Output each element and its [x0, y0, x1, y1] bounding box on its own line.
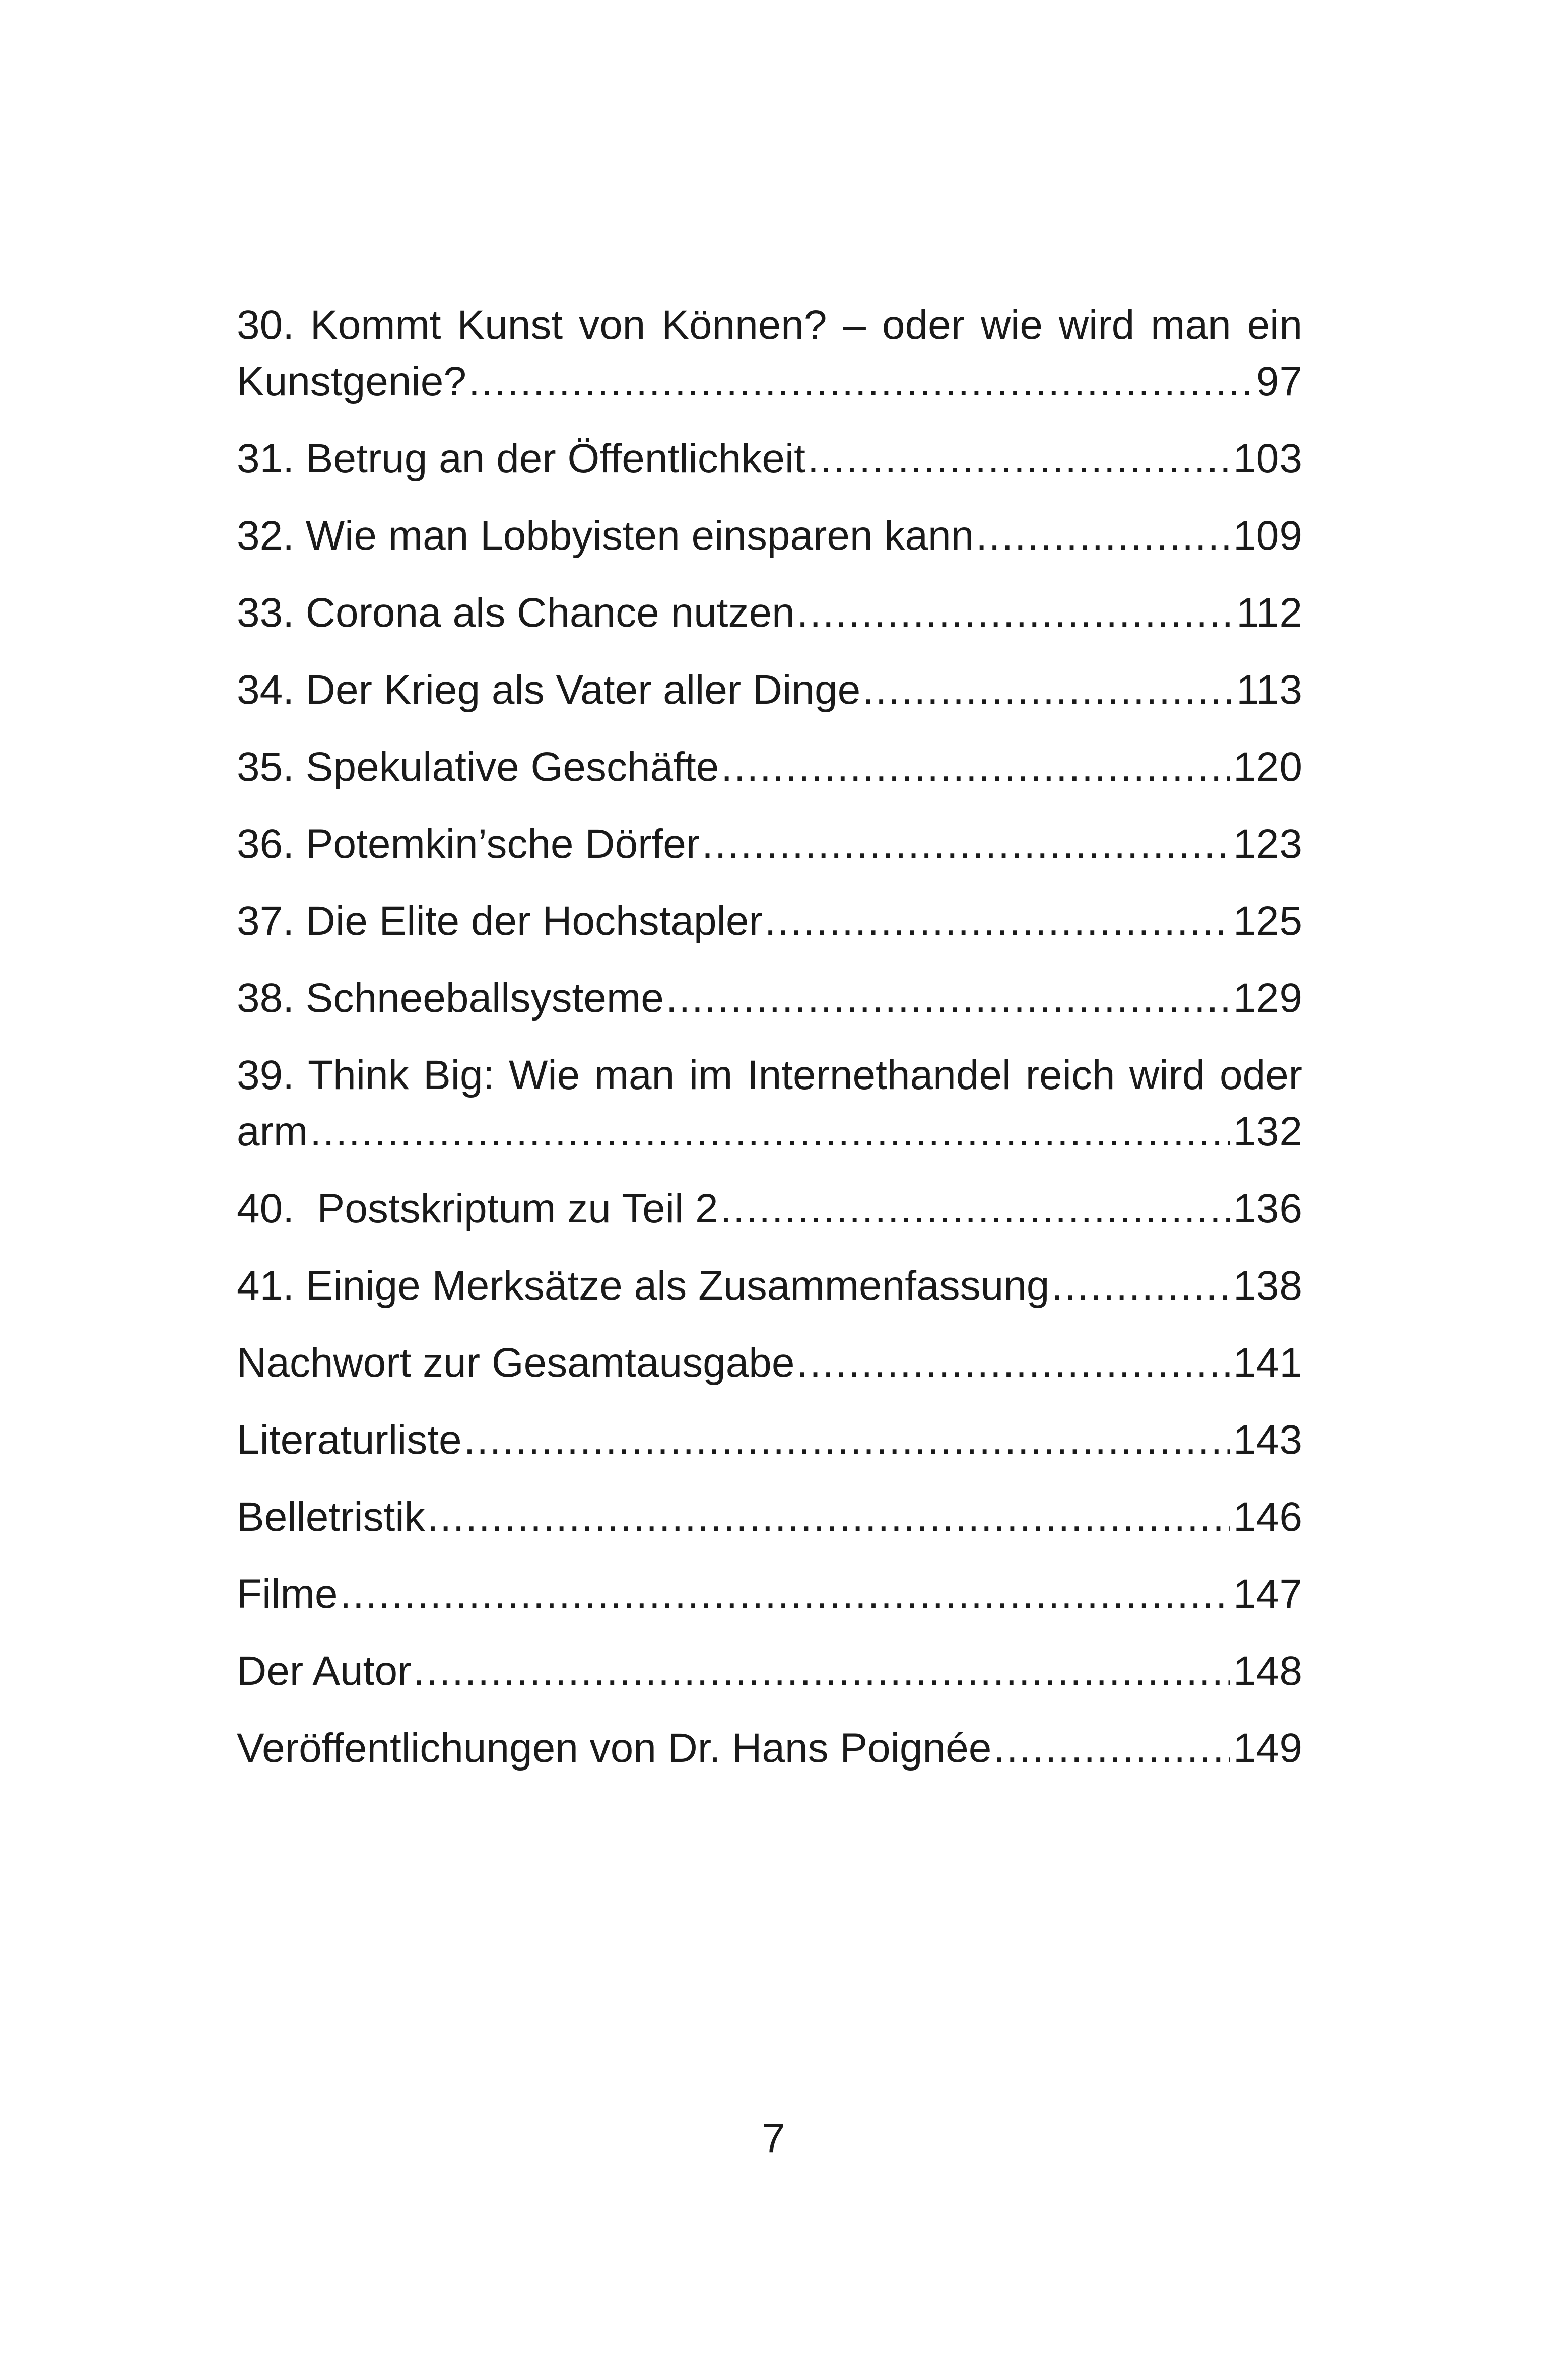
toc-entry-page: 103	[1233, 436, 1302, 482]
toc-entry-page: 113	[1236, 667, 1302, 713]
toc-entry-title: 34. Der Krieg als Vater aller Dinge	[237, 667, 861, 713]
toc-entry-title: Belletristik	[237, 1494, 425, 1540]
toc-entry-page: 141	[1233, 1340, 1302, 1386]
toc-entry-33	[237, 585, 1302, 641]
toc-entry-37	[237, 893, 1302, 949]
toc-entry-40	[237, 1181, 1302, 1237]
toc-entry-page: 132	[1233, 1109, 1302, 1154]
toc-entry-title: 38. Schneeballsysteme	[237, 975, 664, 1021]
dot-leader	[666, 970, 1230, 1027]
toc-entry-page: 148	[1233, 1648, 1302, 1694]
toc-entry-page: 149	[1233, 1725, 1302, 1771]
toc-entry-38	[237, 970, 1302, 1027]
toc-entry-page: 120	[1233, 744, 1302, 790]
toc-entry-page: 136	[1233, 1186, 1302, 1232]
dot-leader	[340, 1566, 1230, 1622]
toc-entry-41	[237, 1258, 1302, 1314]
toc-entry-title: Nachwort zur Gesamtausgabe	[237, 1340, 795, 1386]
toc-entry-filme	[237, 1566, 1302, 1622]
toc-entry-nachwort	[237, 1335, 1302, 1391]
dot-leader	[413, 1643, 1230, 1699]
toc-entry-35	[237, 739, 1302, 795]
dot-leader	[765, 893, 1230, 949]
dot-leader	[721, 739, 1230, 795]
toc-entry-30	[237, 297, 1302, 410]
dot-leader	[310, 1104, 1230, 1160]
toc-entry-title-line1: 39. Think Big: Wie man im Internethandel reich wird oder	[237, 1052, 1302, 1098]
toc-entry-title: 31. Betrug an der Öffentlichkeit	[237, 436, 805, 482]
toc-entry-31	[237, 431, 1302, 487]
toc-entry-title: 32. Wie man Lobbyisten einsparen kann	[237, 513, 974, 559]
toc-entry-title: Der Autor	[237, 1648, 412, 1694]
dot-leader	[976, 508, 1230, 564]
dot-leader	[797, 1335, 1231, 1391]
toc-entry-36	[237, 816, 1302, 872]
toc-entry-page: 138	[1233, 1263, 1302, 1309]
toc-entry-veroeffentlichungen	[237, 1720, 1302, 1777]
toc-entry-title: 41. Einige Merksätze als Zusammenfassung	[237, 1263, 1050, 1309]
toc-entry-title: arm	[237, 1109, 308, 1154]
toc-entry-page: 112	[1236, 590, 1302, 636]
page-number: 7	[762, 2116, 785, 2161]
toc-entry-32	[237, 508, 1302, 564]
dot-leader	[702, 816, 1230, 872]
toc-entry-title: Kunstgenie?	[237, 359, 466, 404]
dot-leader	[808, 431, 1230, 487]
dot-leader	[468, 354, 1253, 410]
toc-entry-title: 37. Die Elite der Hochstapler	[237, 898, 763, 944]
toc-entry-page: 97	[1256, 359, 1302, 404]
toc-entry-title: 35. Spekulative Geschäfte	[237, 744, 719, 790]
toc-entry-belletristik	[237, 1489, 1302, 1545]
toc-entry-literaturliste	[237, 1412, 1302, 1468]
dot-leader	[720, 1181, 1231, 1237]
toc-entry-34	[237, 662, 1302, 718]
toc-entry-title: Veröffentlichungen von Dr. Hans Poignée	[237, 1725, 992, 1771]
dot-leader	[427, 1489, 1231, 1545]
toc-entry-39	[237, 1047, 1302, 1160]
dot-leader	[797, 585, 1234, 641]
toc-entry-page: 125	[1233, 898, 1302, 944]
toc-entry-title: 33. Corona als Chance nutzen	[237, 590, 795, 636]
toc-entry-page: 129	[1233, 975, 1302, 1021]
dot-leader	[464, 1412, 1231, 1468]
toc-entry-title: Literaturliste	[237, 1417, 462, 1463]
toc-entry-title: 40. Postskriptum zu Teil 2	[237, 1186, 718, 1232]
toc-entry-page: 109	[1233, 513, 1302, 559]
table-of-contents	[237, 297, 1302, 1797]
dot-leader	[1051, 1258, 1230, 1314]
toc-entry-page: 146	[1233, 1494, 1302, 1540]
toc-entry-title: 36. Potemkin’sche Dörfer	[237, 821, 700, 867]
toc-entry-title: Filme	[237, 1571, 338, 1617]
toc-entry-title-line1: 30. Kommt Kunst von Können? – oder wie wird man ein	[237, 302, 1302, 348]
dot-leader	[862, 662, 1233, 718]
toc-entry-der-autor	[237, 1643, 1302, 1699]
toc-entry-page: 123	[1233, 821, 1302, 867]
dot-leader	[993, 1720, 1230, 1777]
toc-entry-page: 147	[1233, 1571, 1302, 1617]
toc-entry-page: 143	[1233, 1417, 1302, 1463]
